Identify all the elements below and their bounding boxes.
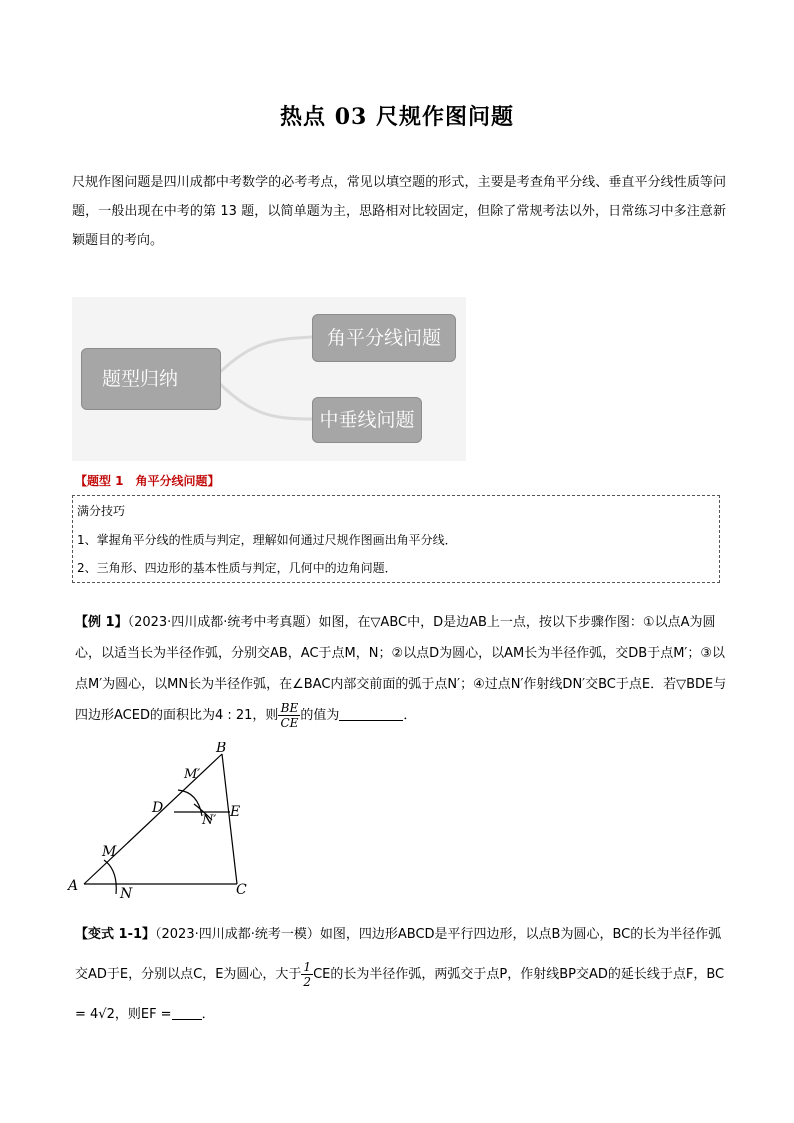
example1-question xyxy=(75,607,727,731)
example1-text: 如图，在▽ABC中，D是边AB上一点，按以下步骤作图：①以点A为圆心，以适当长为半径作弧，分别交AB，AC于点M，N；②以点D为圆心，以AM长为半径作弧，交DB于点M′；③以点M′为圆心，以MN长为半径作弧，在∠BAC内部交前面的弧于点N′；④过点N′作射线DN′交BC于点E．若▽BDE与四边形ACED的面积比为4 : 21，则 xyxy=(75,615,727,723)
type1-heading: 【题型 1 角平分线问题】 xyxy=(75,474,220,488)
label-m: M xyxy=(102,844,117,860)
variant1-text-tail: CE的长为半径作弧，两弧交于点P，作射线BP交AD的延长线于点F，BC = 4√2，则EF = xyxy=(75,967,725,1022)
label-a: A xyxy=(68,878,79,894)
page-title: 热点 03 尺规作图问题 xyxy=(280,104,514,130)
fraction-numerator: BE xyxy=(278,701,300,716)
example1-label: 【例 1】 xyxy=(75,615,128,630)
label-b: B xyxy=(216,742,227,756)
arc-at-a xyxy=(104,860,116,894)
label-e: E xyxy=(230,804,241,820)
mindmap-diagram xyxy=(72,297,466,461)
triangle-figure xyxy=(66,742,266,902)
fraction-denominator: CE xyxy=(280,716,299,730)
label-m-prime: M′ xyxy=(184,767,201,782)
label-c: C xyxy=(236,882,247,898)
connector-line-1 xyxy=(219,337,312,373)
intro-paragraph: 尺规作图问题是四川成都中考数学的必考考点，常见以填空题的形式，主要是考查角平分线、垂直平分线性质等问题，一般出现在中考的第 13 题，以简单题为主，思路相对比较固定，但除了常规考法以外，日常练习中多注意新颖题目的考向。 xyxy=(72,175,726,248)
connector-line-2 xyxy=(219,383,312,419)
fraction-one-half xyxy=(301,960,313,989)
answer-blank[interactable] xyxy=(339,706,403,721)
variant1-period: ． xyxy=(201,1007,215,1022)
label-n-prime: N′ xyxy=(202,813,217,828)
variant1-label: 【变式 1-1】 xyxy=(75,927,156,942)
tip-item: 2、三角形、四边形的基本性质与判定，几何中的边角问题． xyxy=(77,561,397,575)
mindmap-node-perpendicular-bisector: 中垂线问题 xyxy=(312,397,422,443)
variant1-source: （2023·四川成都·统考一模） xyxy=(155,927,320,942)
mindmap-root-node: 题型归纳 xyxy=(81,348,221,410)
example1-source: （2023·四川成都·统考中考真题） xyxy=(127,615,319,630)
fraction-be-ce xyxy=(278,701,300,730)
fraction-numerator: 1 xyxy=(303,960,312,974)
example1-text-tail: 的值为 xyxy=(300,708,340,723)
mindmap-node-angle-bisector: 角平分线问题 xyxy=(312,314,456,362)
variant1-question xyxy=(75,915,727,1035)
variant1-text: 如图，四边形ABCD是平行四边形，以点B为圆心，BC的长为半径作弧交AD于E，分别以点C，E为圆心，大于 xyxy=(75,927,722,982)
tip-item: 1、掌握角平分线的性质与判定，理解如何通过尺规作图画出角平分线． xyxy=(77,533,457,547)
tips-box xyxy=(72,495,720,583)
label-d: D xyxy=(152,800,164,816)
tips-title: 满分技巧 xyxy=(77,504,126,518)
example1-period: ． xyxy=(403,708,417,723)
label-n: N xyxy=(120,886,133,902)
answer-blank[interactable] xyxy=(172,1005,202,1020)
fraction-denominator: 2 xyxy=(303,975,312,989)
